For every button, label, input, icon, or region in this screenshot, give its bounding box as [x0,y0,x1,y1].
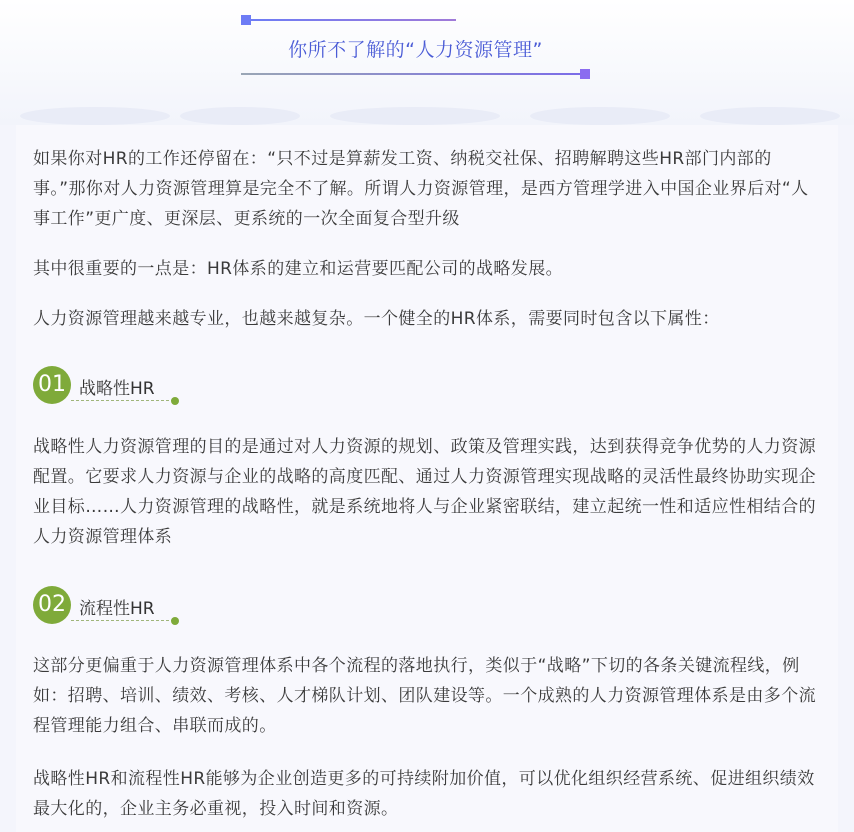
section-underline [71,400,174,401]
section-title: 流程性HR [79,599,155,619]
title-top-decoration [241,15,456,25]
intro-paragraph: 如果你对HR的工作还停留在：“只不过是算薪发工资、纳税交社保、招聘解聘这些HR部门内部的事。”那你对人力资源管理算是完全不了解。所谓人力资源管理，是西方管理学进入中国企业界后对“人事工作”更广度、更深层、更系统的一次全面复合型升级 [33,149,809,229]
cloud-decoration [20,107,170,125]
section-number-badge: 01 [33,366,71,404]
header-banner [0,0,854,125]
cloud-decoration [530,107,670,125]
title-bottom-decoration [241,69,590,79]
cloud-decoration [330,107,500,125]
closing-paragraph: 战略性HR和流程性HR能够为企业创造更多的可持续附加价值，可以优化组织经营系统、促进组织绩效最大化的，企业主务必重视，投入时间和资源。 [33,769,815,819]
section-underline [71,620,174,621]
section-title: 战略性HR [79,379,155,399]
section-number-badge: 02 [33,586,71,624]
intro-paragraph: 人力资源管理越来越专业，也越来越复杂。一个健全的HR体系，需要同时包含以下属性： [33,309,720,329]
section-paragraph: 这部分更偏重于人力资源管理体系中各个流程的落地执行，类似于“战略”下切的各条关键流程线，例如：招聘、培训、绩效、考核、人才梯队计划、团队建设等。一个成熟的人力资源管理体系是由多个流程管理能力组合、串联而成的。 [33,656,816,736]
intro-paragraph: 其中很重要的一点是：HR体系的建立和运营要匹配公司的战略发展。 [33,259,563,279]
section-paragraph: 战略性人力资源管理的目的是通过对人力资源的规划、政策及管理实践，达到获得竞争优势的人力资源配置。它要求人力资源与企业的战略的高度匹配、通过人力资源管理实现战略的灵活性最终协助实现企业目标……人力资源管理的战略性，就是系统地将人与企业紧密联结，建立起统一性和适应性相结合的人力资源管理体系 [33,437,816,547]
page-title: 你所不了解的“人力资源管理” [288,39,543,61]
underline-dot [171,617,179,625]
cloud-decoration [700,107,840,125]
cloud-decoration [180,107,300,125]
underline-dot [171,397,179,405]
